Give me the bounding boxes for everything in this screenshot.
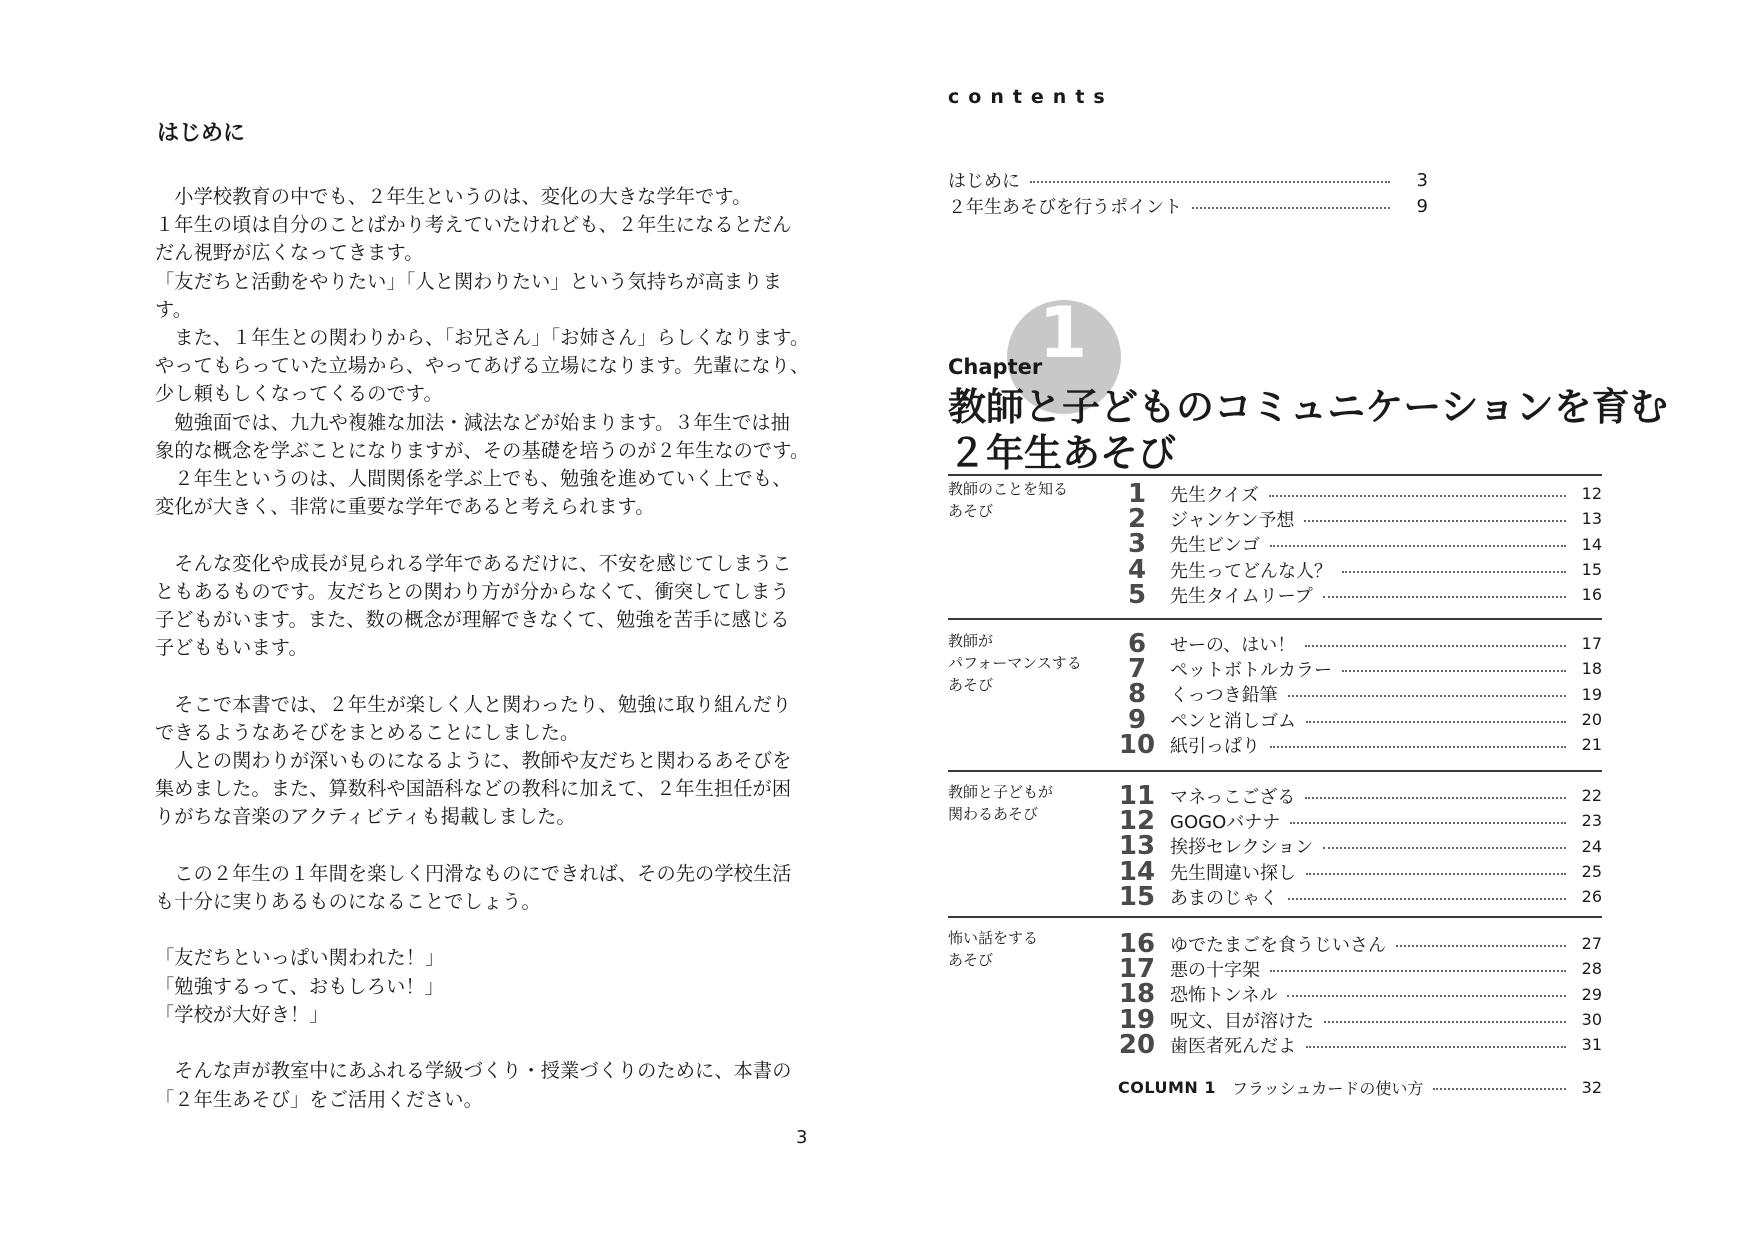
dot-leader	[1288, 898, 1566, 900]
dot-leader	[1305, 797, 1566, 799]
dot-leader	[1288, 695, 1566, 697]
toc-item[interactable]	[1118, 503, 1602, 534]
item-page: 16	[1581, 585, 1602, 605]
item-title: 先生クイズ	[1170, 484, 1259, 506]
toc-item[interactable]	[1118, 953, 1602, 984]
toc-entry-page: 9	[1416, 195, 1428, 217]
dot-leader	[1396, 945, 1566, 947]
item-number: 2	[1127, 503, 1147, 534]
toc-item[interactable]	[1118, 780, 1602, 811]
item-title: あまのじゃく	[1170, 887, 1278, 909]
item-number: 3	[1127, 529, 1147, 560]
item-title: ジャンケン予想	[1170, 509, 1295, 531]
toc-item[interactable]	[1118, 831, 1602, 862]
item-title: ペットボトルカラー	[1170, 659, 1332, 681]
dot-leader	[1306, 721, 1566, 723]
dot-leader	[1306, 873, 1566, 875]
item-title: マネっこござる	[1170, 786, 1296, 808]
dot-leader	[1342, 571, 1566, 573]
item-title: ゆでたまごを食うじいさん	[1170, 934, 1386, 956]
dot-leader	[1270, 746, 1566, 748]
toc-item[interactable]	[1118, 729, 1602, 760]
item-page: 21	[1581, 735, 1602, 755]
group-items	[1118, 780, 1602, 912]
dot-leader	[1030, 181, 1390, 183]
group-divider	[948, 770, 1602, 772]
item-title: 呪文、目が溶けた	[1170, 1010, 1314, 1032]
dot-leader	[1323, 596, 1566, 598]
front-matter-list	[948, 167, 1428, 219]
item-page: 14	[1581, 534, 1602, 554]
dot-leader	[1287, 995, 1566, 997]
item-number: 13	[1118, 831, 1156, 862]
item-page: 31	[1581, 1035, 1602, 1055]
group-label: 教師と子どもが 関わるあそび	[948, 783, 1054, 823]
group-divider	[948, 474, 1602, 476]
dot-leader	[1270, 545, 1566, 547]
toc-item[interactable]	[1118, 881, 1602, 912]
toc-entry-title: はじめに	[948, 171, 1020, 192]
item-number: 17	[1118, 953, 1156, 984]
item-number: 14	[1118, 856, 1156, 887]
dot-leader	[1342, 670, 1566, 672]
item-title: 先生ビンゴ	[1170, 535, 1260, 557]
item-page: 20	[1581, 710, 1602, 730]
item-title: 挨拶セレクション	[1170, 837, 1314, 859]
dot-leader	[1270, 970, 1566, 972]
item-page: 25	[1581, 862, 1602, 882]
toc-item[interactable]	[1118, 805, 1602, 836]
item-page: 30	[1581, 1010, 1602, 1030]
item-title: 先生タイムリープ	[1170, 585, 1313, 607]
item-page: 22	[1581, 786, 1602, 806]
item-number: 18	[1118, 979, 1156, 1010]
toc-item[interactable]	[1118, 928, 1602, 959]
toc-item[interactable]	[1118, 653, 1602, 684]
item-title: GOGOバナナ	[1170, 811, 1281, 833]
page-number: 3	[796, 1127, 808, 1148]
item-title: 恐怖トンネル	[1170, 985, 1278, 1007]
dot-leader	[1304, 520, 1566, 522]
item-page: 27	[1581, 934, 1602, 954]
item-number: 10	[1118, 729, 1156, 760]
toc-item[interactable]	[1118, 628, 1602, 659]
item-number: 19	[1118, 1004, 1156, 1035]
item-number: 5	[1127, 579, 1147, 610]
toc-entry-title: ２年生あそびを行うポイント	[948, 197, 1182, 218]
toc-item[interactable]	[1118, 1004, 1602, 1035]
right-page	[877, 0, 1755, 1240]
dot-leader	[1192, 207, 1390, 209]
toc-item[interactable]	[1118, 979, 1602, 1010]
toc-item[interactable]	[1118, 478, 1602, 509]
toc-entry[interactable]	[948, 167, 1428, 193]
group-items	[1118, 478, 1602, 610]
item-number: 1	[1127, 478, 1147, 509]
column-label: COLUMN 1	[1118, 1077, 1216, 1097]
item-title: ペンと消しゴム	[1170, 710, 1296, 732]
item-page: 12	[1581, 484, 1602, 504]
item-title: 先生ってどんな人？	[1170, 560, 1332, 582]
dot-leader	[1306, 1046, 1566, 1048]
item-page: 26	[1581, 887, 1602, 907]
group-label: 教師のことを知る あそび	[948, 480, 1069, 520]
item-number: 7	[1127, 653, 1147, 684]
item-number: 12	[1118, 805, 1156, 836]
item-number: 9	[1127, 704, 1147, 735]
item-title: せーの、はい！	[1170, 634, 1296, 656]
group-label: 教師が パフォーマンスする あそび	[948, 632, 1082, 694]
toc-item[interactable]	[1118, 679, 1602, 710]
chapter-number: 1	[1038, 292, 1088, 374]
toc-entry[interactable]	[948, 193, 1428, 219]
toc-item[interactable]	[1118, 579, 1602, 610]
column-page: 32	[1581, 1077, 1602, 1097]
group-divider	[948, 916, 1602, 918]
chapter-label: Chapter	[948, 355, 1043, 379]
chapter-title: 教師と子どものコミュニケーションを育む ２年生あそび	[948, 385, 1668, 475]
dot-leader	[1433, 1088, 1566, 1090]
item-page: 15	[1581, 560, 1602, 580]
item-number: 16	[1118, 928, 1156, 959]
group-items	[1118, 928, 1602, 1060]
toc-item[interactable]	[1118, 1029, 1602, 1060]
item-page: 24	[1581, 836, 1602, 856]
group-divider	[948, 618, 1602, 620]
item-page: 17	[1581, 634, 1602, 654]
toc-item[interactable]	[1118, 554, 1602, 585]
dot-leader	[1323, 847, 1566, 849]
item-page: 19	[1581, 684, 1602, 704]
item-number: 6	[1127, 628, 1147, 659]
item-title: 紙引っぱり	[1170, 735, 1260, 757]
item-number: 4	[1127, 554, 1147, 585]
item-number: 20	[1118, 1029, 1156, 1060]
toc-column-entry[interactable]	[1118, 1074, 1602, 1100]
item-page: 13	[1581, 509, 1602, 529]
item-page: 23	[1581, 811, 1602, 831]
item-title: くっつき鉛筆	[1170, 685, 1278, 707]
item-number: 15	[1118, 881, 1156, 912]
intro-heading: はじめに	[157, 121, 246, 146]
intro-body: 小学校教育の中でも、２年生というのは、変化の大きな学年です。 １年生の頃は自分のことばかり考えていたけれども、２年生になるとだん だん視野が広くなってきます。 「友だちと活動をやりたい」「人と関わりたい」という気持ちが高まります。 また、１年生との関わりから、「お兄さん」「お姉さん」らしくなります。 やってもらっていた立場から、やってあげる立場になります。先輩になり、 少し頼もしくなってくるのです。 勉強面では、九九や複雑な加法・減法などが始まります。３年生では抽 象的な概念を学ぶことになりますが、その基礎を培うのが２年生なのです。 ２年生というのは、人間関係を学ぶ上でも、勉強を進めていく上でも、 変化が大きく、非常に重要な学年であると考えられます。 そんな変化や成長が見られる学年であるだけに、不安を感じてしまうこ ともあるものです。友だちとの関わり方が分からなくて、衝突してしまう 子どもがいます。また、数の概念が理解できなくて、勉強を苦手に感じる 子どももいます。 そこで本書では、２年生が楽しく人と関わったり、勉強に取り組んだり できるようなあそびをまとめることにしました。 人との関わりが深いものになるように、教師や友だちと関わるあそびを 集めました。また、算数科や国語科などの教科に加えて、２年生担任が困 りがちな音楽のアクティビティも掲載しました。 この２年生の１年間を楽しく円滑なものにできれば、その先の学校生活 も十分に実りあるものになることでしょう。 「友だちといっぱい関われた！」 「勉強するって、おもしろい！」 「学校が大好き！」 そんな声が教室中にあふれる学級づくり・授業づくりのために、本書の 「２年生あそび」をご活用ください。	[155, 185, 810, 1111]
item-number: 8	[1127, 679, 1147, 710]
item-page: 28	[1581, 959, 1602, 979]
dot-leader	[1305, 645, 1566, 647]
item-number: 11	[1118, 780, 1156, 811]
toc-item[interactable]	[1118, 856, 1602, 887]
contents-title: contents	[948, 86, 1114, 108]
group-items	[1118, 628, 1602, 760]
item-page: 18	[1581, 659, 1602, 679]
dot-leader	[1324, 1021, 1566, 1023]
dot-leader	[1290, 822, 1566, 824]
toc-entry-page: 3	[1416, 169, 1428, 191]
item-title: 先生間違い探し	[1170, 862, 1296, 884]
item-title: 悪の十字架	[1170, 959, 1260, 981]
dot-leader	[1269, 495, 1566, 497]
toc-item[interactable]	[1118, 704, 1602, 735]
item-page: 29	[1581, 984, 1602, 1004]
group-label: 怖い話をする あそび	[948, 929, 1039, 969]
column-title: フラッシュカードの使い方	[1231, 1078, 1424, 1098]
item-title: 歯医者死んだよ	[1170, 1035, 1296, 1057]
toc-item[interactable]	[1118, 529, 1602, 560]
left-page	[0, 0, 877, 1240]
